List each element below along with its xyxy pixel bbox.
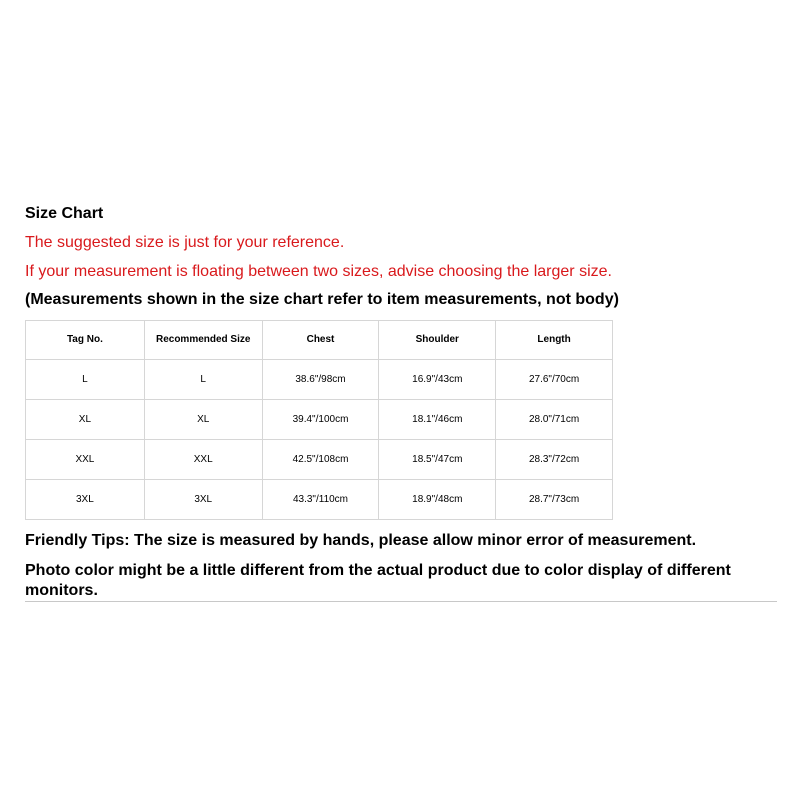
divider [25,601,777,602]
reference-note: The suggested size is just for your reference. [25,234,345,251]
cell-shoulder: 18.9"/48cm [379,480,496,520]
cell-shoulder: 16.9"/43cm [379,360,496,400]
cell-chest: 38.6"/98cm [262,360,379,400]
cell-chest: 42.5"/108cm [262,440,379,480]
header-tag-no: Tag No. [26,321,145,360]
table-row [26,480,613,520]
header-shoulder: Shoulder [379,321,496,360]
cell-tag-no: L [26,360,145,400]
table-row [26,400,613,440]
cell-recommended-size: XL [144,400,262,440]
cell-chest: 39.4"/100cm [262,400,379,440]
size-table [25,320,613,520]
measurement-disclaimer: (Measurements shown in the size chart refer to item measurements, not body) [25,291,619,308]
cell-chest: 43.3"/110cm [262,480,379,520]
cell-length: 28.0"/71cm [496,400,613,440]
cell-recommended-size: 3XL [144,480,262,520]
cell-shoulder: 18.5"/47cm [379,440,496,480]
friendly-tip: Friendly Tips: The size is measured by hands, please allow minor error of measurement. [25,532,697,549]
header-chest: Chest [262,321,379,360]
table-row [26,360,613,400]
size-chart-title: Size Chart [25,205,104,222]
photo-color-tip: Photo color might be a little different from the actual product due to color display of different monitors. [25,562,731,599]
cell-recommended-size: XXL [144,440,262,480]
cell-length: 28.7"/73cm [496,480,613,520]
cell-shoulder: 18.1"/46cm [379,400,496,440]
header-length: Length [496,321,613,360]
cell-recommended-size: L [144,360,262,400]
larger-size-note: If your measurement is floating between two sizes, advise choosing the larger size. [25,263,612,280]
cell-length: 27.6"/70cm [496,360,613,400]
table-header-row [26,321,613,360]
cell-tag-no: XL [26,400,145,440]
cell-length: 28.3"/72cm [496,440,613,480]
table-row [26,440,613,480]
cell-tag-no: XXL [26,440,145,480]
header-recommended-size: Recommended Size [144,321,262,360]
cell-tag-no: 3XL [26,480,145,520]
